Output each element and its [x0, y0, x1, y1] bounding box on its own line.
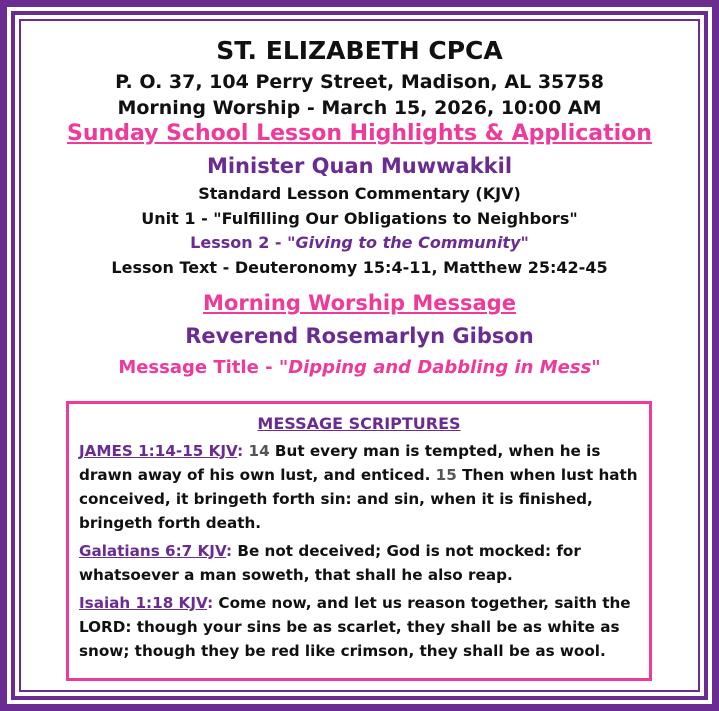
verse-number: 15 — [435, 466, 457, 484]
galatians-colon: : — [226, 542, 233, 560]
verse-text: Be not deceived; God is not mocked: for whatsoever a man soweth, that shall he also reap. — [79, 542, 581, 584]
verse-number: 14 — [248, 442, 270, 460]
verse-text: But every man is tempted, when he is drawn away of his own lust, and enticed. — [79, 442, 601, 484]
scripture-isaiah — [79, 591, 639, 663]
message-title-prefix: Message Title - — [118, 357, 279, 378]
sunday-school-heading: Sunday School Lesson Highlights & Application — [67, 121, 652, 146]
lesson-title: "Giving to the Community" — [287, 233, 529, 252]
scripture-james — [79, 439, 639, 535]
lesson-commentary: Standard Lesson Commentary (KJV) — [198, 184, 521, 203]
bulletin-header — [24, 34, 695, 378]
scripture-galatians — [79, 539, 639, 587]
lesson-text: Lesson Text - Deuteronomy 15:4-11, Matthew 25:42-45 — [111, 258, 608, 277]
james-reference[interactable]: JAMES 1:14-15 KJV — [79, 442, 238, 460]
verse-text: Come now, and let us reason together, saith the LORD: though your sins be as scarlet, they shall be as white as snow; though they be red like crimson, they shall be as wool. — [79, 594, 631, 660]
message-scriptures-box — [66, 401, 652, 681]
church-name: ST. ELIZABETH CPCA — [216, 36, 503, 65]
message-title-text: "Dipping and Dabbling in Mess" — [278, 357, 601, 378]
lesson-unit: Unit 1 - "Fulfilling Our Obligations to Neighbors" — [141, 209, 578, 228]
message-title — [24, 357, 695, 378]
scriptures-heading: MESSAGE SCRIPTURES — [257, 414, 461, 433]
galatians-reference[interactable]: Galatians 6:7 KJV — [79, 542, 227, 560]
sunday-school-minister: Minister Quan Muwwakkil — [206, 154, 513, 178]
lesson-number — [24, 233, 695, 252]
isaiah-reference[interactable]: Isaiah 1:18 KJV — [79, 594, 208, 612]
worship-preacher: Reverend Rosemarlyn Gibson — [185, 324, 534, 348]
church-address: P. O. 37, 104 Perry Street, Madison, AL 35758 — [115, 71, 604, 93]
isaiah-colon: : — [207, 594, 214, 612]
lesson-prefix: Lesson 2 - — [190, 233, 288, 252]
james-colon: : — [237, 442, 244, 460]
verse-text: Then when lust hath conceived, it bringeth forth sin: and sin, when it is finished, bringeth forth death. — [79, 466, 638, 532]
worship-heading: Morning Worship Message — [203, 291, 516, 315]
service-date: Morning Worship - March 15, 2026, 10:00 AM — [117, 97, 602, 119]
